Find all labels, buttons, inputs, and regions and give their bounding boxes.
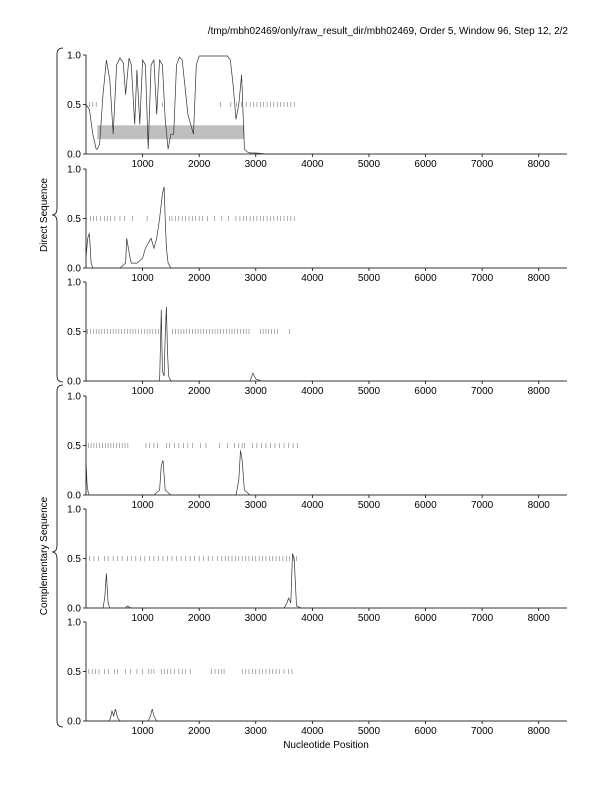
series-line [86,56,567,154]
complementary-sequence-bracket [39,385,63,727]
x-tick-label: 2000 [188,500,211,511]
x-tick-label: 2000 [188,726,211,737]
x-tick-label: 1000 [131,726,154,737]
y-tick-label: 1.0 [67,504,81,516]
panel-1 [67,51,567,171]
series-line [86,307,567,381]
x-tick-label: 4000 [301,386,324,397]
panel-3 [67,278,567,398]
x-tick-label: 6000 [414,386,437,397]
y-tick-label: 0.0 [67,716,81,728]
x-tick-label: 5000 [357,273,381,284]
direct-bracket-path [52,48,63,382]
x-tick-label: 1000 [131,273,154,284]
y-tick-label: 1.0 [67,164,81,176]
y-tick-label: 0.5 [67,667,81,678]
y-tick-label: 0.5 [67,554,81,565]
complementary-sequence-label: Complementary Sequence [39,496,50,616]
page-title: /tmp/mbh02469/only/raw_result_dir/mbh02469, Order 5, Window 96, Step 12, 2/2 [207,26,568,37]
x-tick-label: 7000 [470,273,494,284]
x-tick-label: 4000 [301,500,324,511]
x-tick-label: 4000 [301,726,324,737]
y-tick-label: 0.0 [67,490,81,502]
x-tick-label: 5000 [357,386,381,397]
x-tick-label: 3000 [244,159,267,170]
panels [67,51,567,738]
x-tick-label: 3000 [244,500,267,511]
x-tick-label: 3000 [244,273,267,284]
x-tick-label: 2000 [188,159,211,170]
x-tick-label: 7000 [470,386,494,397]
x-tick-label: 7000 [470,613,494,624]
direct-sequence-label: Direct Sequence [39,178,50,252]
x-tick-label: 5000 [357,726,381,737]
series-line [86,709,567,721]
y-tick-label: 0.0 [67,149,81,161]
x-tick-label: 7000 [470,159,494,170]
x-tick-label: 2000 [188,273,211,284]
x-tick-label: 8000 [527,159,550,170]
x-tick-label: 6000 [414,726,437,737]
y-tick-label: 1.0 [67,391,81,403]
x-tick-label: 1000 [131,613,154,624]
x-tick-label: 3000 [244,386,267,397]
series-line [86,554,567,609]
x-tick-label: 8000 [527,726,550,737]
panel-4 [67,392,567,512]
x-tick-label: 3000 [244,613,267,624]
y-tick-label: 1.0 [67,277,81,289]
x-tick-label: 2000 [188,613,211,624]
x-tick-label: 6000 [414,500,437,511]
x-tick-label: 5000 [357,159,381,170]
x-tick-label: 3000 [244,726,267,737]
x-tick-label: 1000 [131,500,154,511]
shaded-region [97,125,244,139]
series-line [86,187,567,268]
x-tick-label: 4000 [301,613,324,624]
x-tick-label: 4000 [301,273,324,284]
direct-sequence-bracket [39,48,63,382]
y-tick-label: 0.0 [67,376,81,388]
y-tick-label: 0.0 [67,263,81,275]
x-tick-label: 8000 [527,273,550,284]
y-tick-label: 0.0 [67,603,81,615]
panel-5 [67,505,567,625]
y-tick-label: 0.5 [67,214,81,225]
x-tick-label: 6000 [414,159,437,170]
y-tick-label: 0.5 [67,327,81,338]
panel-2 [67,165,567,285]
x-tick-label: 7000 [470,726,494,737]
series-line [86,450,567,495]
x-tick-label: 4000 [301,159,324,170]
x-tick-label: 6000 [414,613,437,624]
y-tick-label: 1.0 [67,617,81,629]
x-tick-label: 1000 [131,386,154,397]
y-tick-label: 0.5 [67,441,81,452]
x-tick-label: 1000 [131,159,154,170]
y-tick-label: 1.0 [67,50,81,62]
x-tick-label: 5000 [357,613,381,624]
complementary-bracket-path [52,385,63,727]
x-tick-label: 6000 [414,273,437,284]
x-axis-label: Nucleotide Position [283,740,369,751]
x-tick-label: 2000 [188,386,211,397]
panel-6 [67,618,567,738]
x-tick-label: 7000 [470,500,494,511]
x-tick-label: 8000 [527,386,550,397]
x-tick-label: 8000 [527,500,550,511]
x-tick-label: 5000 [357,500,381,511]
y-tick-label: 0.5 [67,100,81,111]
x-tick-label: 8000 [527,613,550,624]
